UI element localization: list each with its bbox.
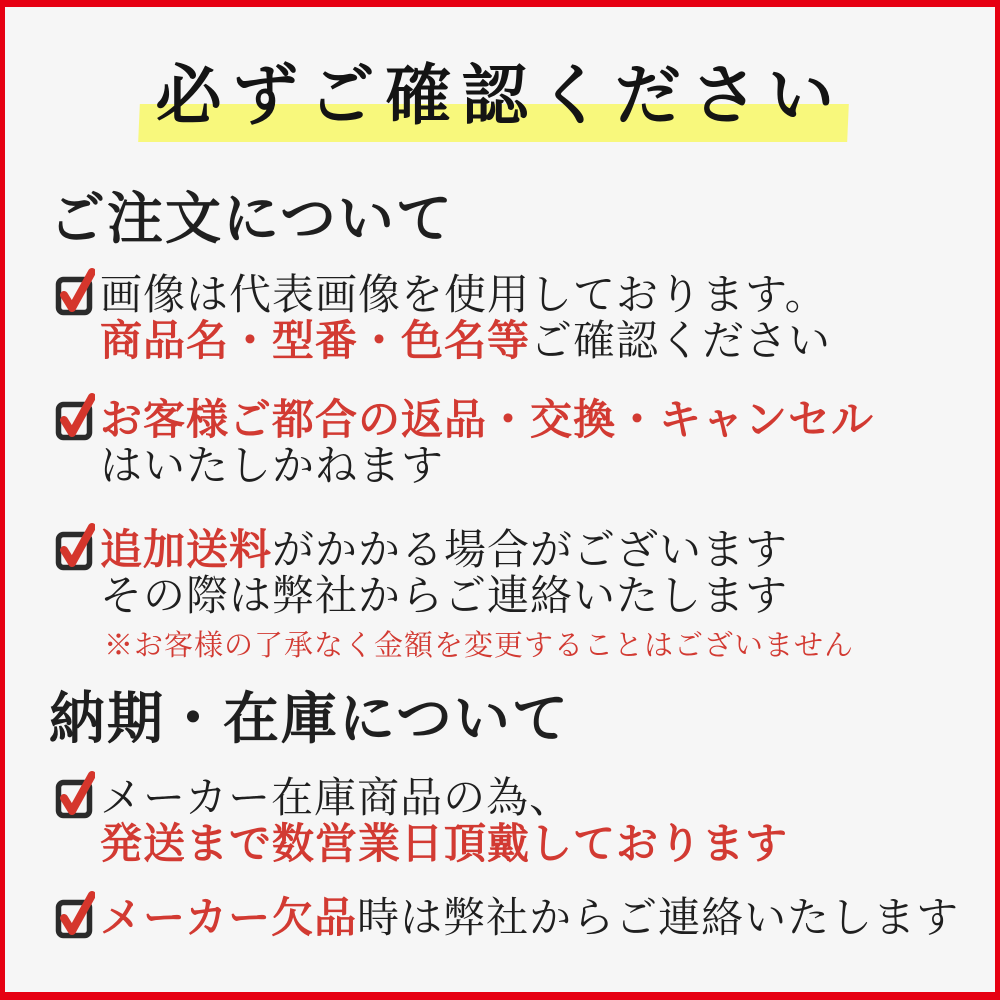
item-line [100,896,975,942]
item-text: はいたしかねます [100,444,445,490]
item-line [100,273,975,319]
title-block [5,57,995,136]
item-line [100,398,975,444]
item-text: 画像は代表画像を使用しております。 [100,273,828,319]
checkbox-checked-icon [55,520,95,572]
page-title [155,57,844,136]
checkbox-checked-icon [55,390,95,442]
item-line [100,528,975,574]
checkbox-checked-icon [55,265,95,317]
item-line [100,574,975,620]
checklist-item-extra-shipping [55,528,975,663]
checkbox-checked-icon [55,888,95,940]
item-text-red: 発送まで数営業日頂戴しております [100,822,789,868]
item-line [100,822,975,868]
item-text-red: お客様ご都合の返品・交換・キャンセル [100,398,875,444]
checklist-item-representative-image [55,273,975,365]
item-text-red: 追加送料 [100,528,273,574]
section-heading-stock: 納期・在庫について [49,689,570,751]
item-text: メーカー在庫商品の為、 [100,776,573,822]
checklist-item-maker-shortage [55,896,975,942]
checklist-item-maker-stock [55,776,975,868]
item-line [100,319,975,365]
item-line [100,776,975,822]
checklist-item-no-returns [55,398,975,490]
page-title-text: 必ずご確認ください [155,60,845,133]
item-footnote: ※お客様の了承なく金額を変更することはございません [104,630,855,662]
item-line [100,444,975,490]
item-text-red: メーカー欠品 [100,896,358,942]
item-text-red: 商品名・型番・色名等 [100,319,531,365]
item-text: がかかる場合がございます [272,528,789,574]
checkbox-checked-icon [55,768,95,820]
item-text: ご確認ください [530,319,832,365]
section-heading-order: ご注文について [49,189,454,251]
item-text: その際は弊社からご連絡いたします [100,574,789,620]
item-text: 時は弊社からご連絡いたします [357,896,960,942]
